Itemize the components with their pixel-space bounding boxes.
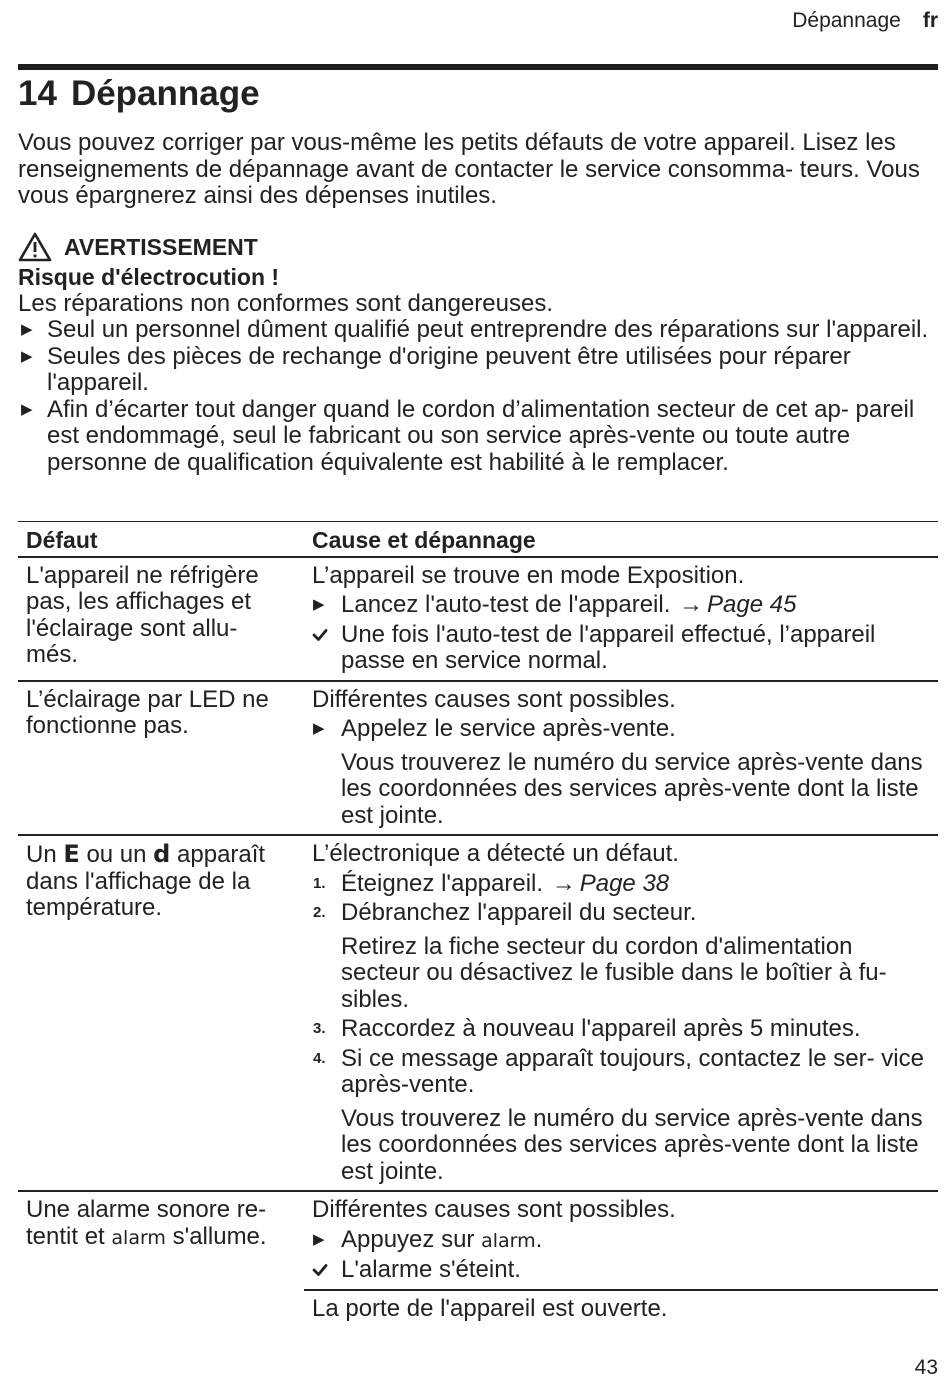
display-symbol-d: d xyxy=(153,840,171,868)
page-title xyxy=(18,72,260,116)
result-step: L'alarme s'éteint. xyxy=(312,1257,932,1284)
column-header-cause: Cause et dépannage xyxy=(304,522,938,557)
action-step: ▶ Lancez l'auto-test de l'appareil. → Page 45 xyxy=(313,591,797,618)
step-number: 3. xyxy=(313,1020,326,1037)
bullet-triangle-icon: ▶ xyxy=(313,596,325,613)
table-row xyxy=(18,835,938,1191)
checkmark-icon xyxy=(312,628,328,642)
warning-item-text: Seul un personnel dûment qualifié peut entreprendre des réparations sur l'appareil. xyxy=(47,316,929,343)
step-note: Vous trouverez le numéro du service après-vente dans les coordonnées des services après-vente dont la liste est jointe. xyxy=(341,748,923,829)
table-header-row xyxy=(18,522,938,557)
page-reference: Page 45 xyxy=(707,591,797,618)
table-row xyxy=(18,557,938,681)
arrow-right-icon: → xyxy=(679,591,704,618)
warning-triangle-icon xyxy=(18,232,52,262)
table-row xyxy=(18,1191,938,1290)
column-header-fault: Défaut xyxy=(18,522,304,557)
heading-rule xyxy=(18,64,938,70)
cause-cell xyxy=(304,557,938,681)
cause-text: Différentes causes sont possibles. xyxy=(312,1196,676,1223)
checkmark-icon xyxy=(312,1263,328,1277)
fault-cell: Un E ou un d apparaît dans l'affichage de la température. xyxy=(18,835,304,1191)
running-header-section: Dépannage xyxy=(792,9,901,32)
troubleshooting-table xyxy=(18,521,938,1327)
step-note: Vous trouverez le numéro du service après-vente dans les coordonnées des services après-vente dont la liste est jointe. xyxy=(341,1104,923,1185)
warning-item xyxy=(18,317,938,344)
warning-item-text: Afin d’écarter tout danger quand le cordon d’alimentation secteur de cet ap- pareil est endommagé, seul le fabricant ou son service après-vente ou toute autre personne de qualification équivalente est habilité à le remplacer. xyxy=(47,395,915,476)
action-step: ▶ Appuyez sur alarm. xyxy=(313,1225,543,1253)
warning-block xyxy=(18,230,938,476)
running-header-lang: fr xyxy=(922,9,938,32)
numbered-step: 3. Raccordez à nouveau l'appareil après 5 minutes. xyxy=(313,1015,861,1042)
page-number: 43 xyxy=(914,1356,938,1379)
running-header xyxy=(792,8,938,34)
action-step: ▶ Appelez le service après-vente. xyxy=(313,715,676,742)
cause-text: L’électronique a détecté un défaut. xyxy=(312,840,679,867)
warning-item xyxy=(18,397,938,477)
step-number: 1. xyxy=(313,874,326,892)
cause-cell xyxy=(304,1191,938,1290)
bullet-triangle-icon: ▶ xyxy=(313,720,325,737)
warning-text: Les réparations non conformes sont dangereuses. xyxy=(18,289,553,317)
cause-text: Différentes causes sont possibles. xyxy=(312,685,676,713)
warning-item-text: Seules des pièces de rechange d'origine peuvent être utilisées pour réparer l'appareil. xyxy=(47,342,851,396)
display-alarm-text: alarm xyxy=(481,1229,536,1252)
numbered-step: 4. Si ce message apparaît toujours, contactez le ser- vice après-vente. xyxy=(313,1044,924,1098)
bullet-triangle-icon: ▶ xyxy=(21,321,33,338)
warning-risk: Risque d'électrocution ! xyxy=(18,264,280,290)
chapter-title: Dépannage xyxy=(70,74,260,113)
warning-header xyxy=(18,230,938,264)
numbered-step: 2. Débranchez l'appareil du secteur. xyxy=(313,899,697,926)
display-symbol-e: E xyxy=(63,840,80,868)
intro-paragraph: Vous pouvez corriger par vous-même les petits défauts de votre appareil. Lisez les renseignements de dépannage avant de contacter le service consomma- teurs. Vous vous épargnerez ainsi des dépenses inutiles. xyxy=(18,129,920,209)
bullet-triangle-icon: ▶ xyxy=(313,1230,325,1248)
numbered-step: 1. Éteignez l'appareil. → Page 38 xyxy=(313,869,670,897)
table-row xyxy=(18,681,938,836)
warning-item xyxy=(18,344,938,397)
step-number: 4. xyxy=(313,1049,326,1067)
bullet-triangle-icon: ▶ xyxy=(21,400,33,418)
fault-cell: Une alarme sonore re- tentit et alarm s'allume. xyxy=(26,1196,267,1250)
cause-cell xyxy=(304,835,938,1191)
fault-cell: L’éclairage par LED ne fonctionne pas. xyxy=(18,681,304,836)
fault-cell: L'appareil ne réfrigère pas, les affichages et l'éclairage sont allu- més. xyxy=(18,557,304,681)
chapter-number: 14 xyxy=(18,74,57,113)
display-alarm-text: alarm xyxy=(111,1226,166,1249)
cause-text: L’appareil se trouve en mode Exposition. xyxy=(312,561,745,589)
step-number: 2. xyxy=(313,904,326,921)
cause-cell: La porte de l'appareil est ouverte. xyxy=(304,1290,938,1328)
arrow-right-icon: → xyxy=(551,869,576,897)
page-reference: Page 38 xyxy=(579,869,670,897)
bullet-triangle-icon: ▶ xyxy=(21,347,33,365)
warning-title: AVERTISSEMENT xyxy=(64,233,258,260)
step-note: Retirez la fiche secteur du cordon d'alimentation secteur ou désactivez le fusible dans le boîtier à fu- sibles. xyxy=(341,932,887,1013)
cause-cell xyxy=(304,681,938,836)
result-step: Une fois l'auto-test de l'appareil effectué, l’appareil passe en service normal. xyxy=(312,622,932,675)
